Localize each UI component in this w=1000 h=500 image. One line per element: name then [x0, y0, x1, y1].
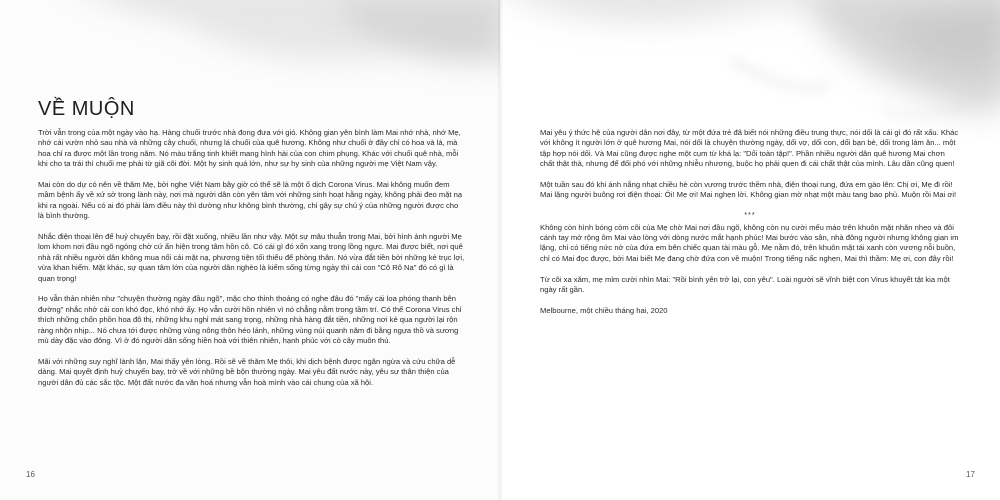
paragraph: Từ cõi xa xăm, mẹ mỉm cười nhìn Mai: "Rồi bình yên trở lại, con yêu". Loài người sẽ vĩnh biệt con Virus khuyết tật kia một ngày rất gần.: [540, 274, 950, 295]
left-text-column: [38, 128, 466, 398]
paragraph: Họ vẫn thản nhiên như "chuyện thường ngày đầu ngõ", mặc cho thỉnh thoảng có nghe đâu đó "mấy cái loa phóng thanh bên đường" nhắc nhở cái con khó đọc, khó nhớ ấy. Họ vẫn cười hồn nhiên vì nó chẳng nằm trong tầm trí. Có thể Corona Virus chỉ thích những chốn phồn hoa đô thị, những khu nghỉ mát sang trọng, những nhà hàng đắt tiền, những nơi kẻ qua người lại rộn ràng nhộn nhịp... Nó chưa tới được những vùng nông thôn héo lánh, những vùng núi quanh năm đi bằng ngựa thồ và sương mù dày đặc vào đông. Vì ở đó người dân sống hiền hoà với thiên nhiên, hạnh phúc với cỏ cây muôn thú.: [38, 294, 462, 346]
paragraph: Một tuần sau đó khi ánh nắng nhạt chiều hè còn vương trước thềm nhà, điện thoại rung, đứa em gào lên: Chị ơi, Mẹ đi rồi! Mai lặng người buông rơi điện thoại: Ôi! Mẹ ơi! Mai nghẹn lời. Không gian mờ nhạt một màu tang bao phủ. Muộn rồi Mai ơi!: [540, 180, 957, 200]
paragraph: Không còn hình bóng còm cõi của Mẹ chờ Mai nơi đầu ngõ, không còn nụ cười mếu máo trên khuôn mặt nhăn nheo và đôi cánh tay mở rộng ôm Mai vào lòng với dòng nước mắt hạnh phúc! Mai bước vào sân, nhà đông người nhưng không gian im lặng, chỉ có tiếng nức nở của đứa em bên chiếc quan tài màu gỗ. Mẹ nằm đó, trên khuôn mặt tái xanh còn vương nỗi buồn, chỉ có Mai đọc được, bởi Mai biết Mẹ đang chờ đứa con về muộn! Trong tiếng nấc nghẹn, Mai thì thầm: Mẹ ơi, con đây rồi!: [540, 222, 959, 263]
paragraph: Mai còn do dự có nên về thăm Mẹ, bởi nghe Việt Nam bây giờ có thể sẽ là một ổ dịch Corona Virus. Mai không muốn đem mầm bệnh ấy về xứ sở trong lành này, nơi mà người dân còn yên tâm với những sinh hoạt hằng ngày, không phải đeo mặt nạ khi ra ngoài. Nếu có ai đó phải làm điều này thì dường như không bình thường, chỉ gây sự chú ý của những người được cho là bình thường.: [38, 180, 463, 221]
right-text-column: [540, 128, 960, 327]
paragraph: Trời vẫn trong của một ngày vào hạ. Hàng chuối trước nhà đong đưa với gió. Không gian yên bình làm Mai nhớ nhà, nhớ Mẹ, nhớ cái vườn nhỏ sau nhà và những cây chuối, nhưng lá chuối của quê hương. Không như chuối ở đây chỉ có hoa và lá, mà hoa chỉ ra được một lần trong năm. Nó màu trắng tinh khiết mang hình hài của con chim phụng. Khác với chuối quê nhà, mỗi khi cho ta trái thì chuối mẹ phải từ giã cõi đời. Một hy sinh quá lớn, như sự hy sinh của những người mẹ Việt Nam vậy.: [38, 128, 461, 169]
story-title: VỀ MUỘN: [38, 98, 135, 120]
section-separator: ***: [744, 212, 756, 220]
paragraph: Mãi với những suy nghĩ lành lặn, Mai thấy yên lòng. Rồi sẽ về thăm Mẹ thôi, khi dịch bệnh được ngăn ngừa và cứu chữa dễ dàng. Mai quyết định huỷ chuyến bay, trở về với những bề bộn thường ngày. Mai yêu đất nước này, yêu sự thân thiện của người dân đủ các sắc tộc. Một đất nước đa văn hoá nhưng vẫn hoà mình vào cái chung của xã hội.: [38, 356, 456, 387]
book-gutter: [497, 0, 503, 500]
paragraph: Nhắc điện thoại lên để huỷ chuyến bay, rồi đặt xuống, nhiều lần như vậy. Một sự mâu thuẫn trong Mai, bởi hình ảnh người Mẹ lom khom nơi đầu ngõ ngóng chờ cứ ẩn hiện trong tâm hồn cô. Có cái gì đó xốn xang trong lồng ngực. Mai được biết, nơi quê nhà rất nhiều người dân không mua nổi cái mặt nạ, phương tiện tối thiểu để phòng thân. Nó vừa đắt tiền bởi những kẻ trục lợi, vừa khan hiếm. Mặt khác, sự quan tâm lớn của người dân nghèo là kiếm sống từng ngày thì cái con "Cô Rô Na" đó có gì là quan trọng!: [38, 232, 465, 283]
dateline: Melbourne, một chiều tháng hai, 2020: [540, 305, 668, 315]
paragraph: Mai yêu ý thức hệ của người dân nơi đây, từ một đứa trẻ đã biết nói những điều trung thực, nói dối là cái gì đó rất xấu. Khác với không ít người lớn ở quê hương Mai, nói dối là chuyện thường ngày, dối vợ, dối con, dối bạn bè, dối trong làm ăn... một tập hợp nói dối. Và Mai cũng được nghe một cụm từ khá lạ: "Dối toàn tập!". Phần nhiều người dân quê hương Mai chơn chất thật thà, nhưng để đối phó với những nhiễu nhương, buộc họ phải quen đi cái chất thật của mình. Lâu dần cũng quen!: [540, 128, 959, 169]
page-number-left: 16: [26, 470, 35, 479]
page-number-right: 17: [966, 470, 975, 479]
